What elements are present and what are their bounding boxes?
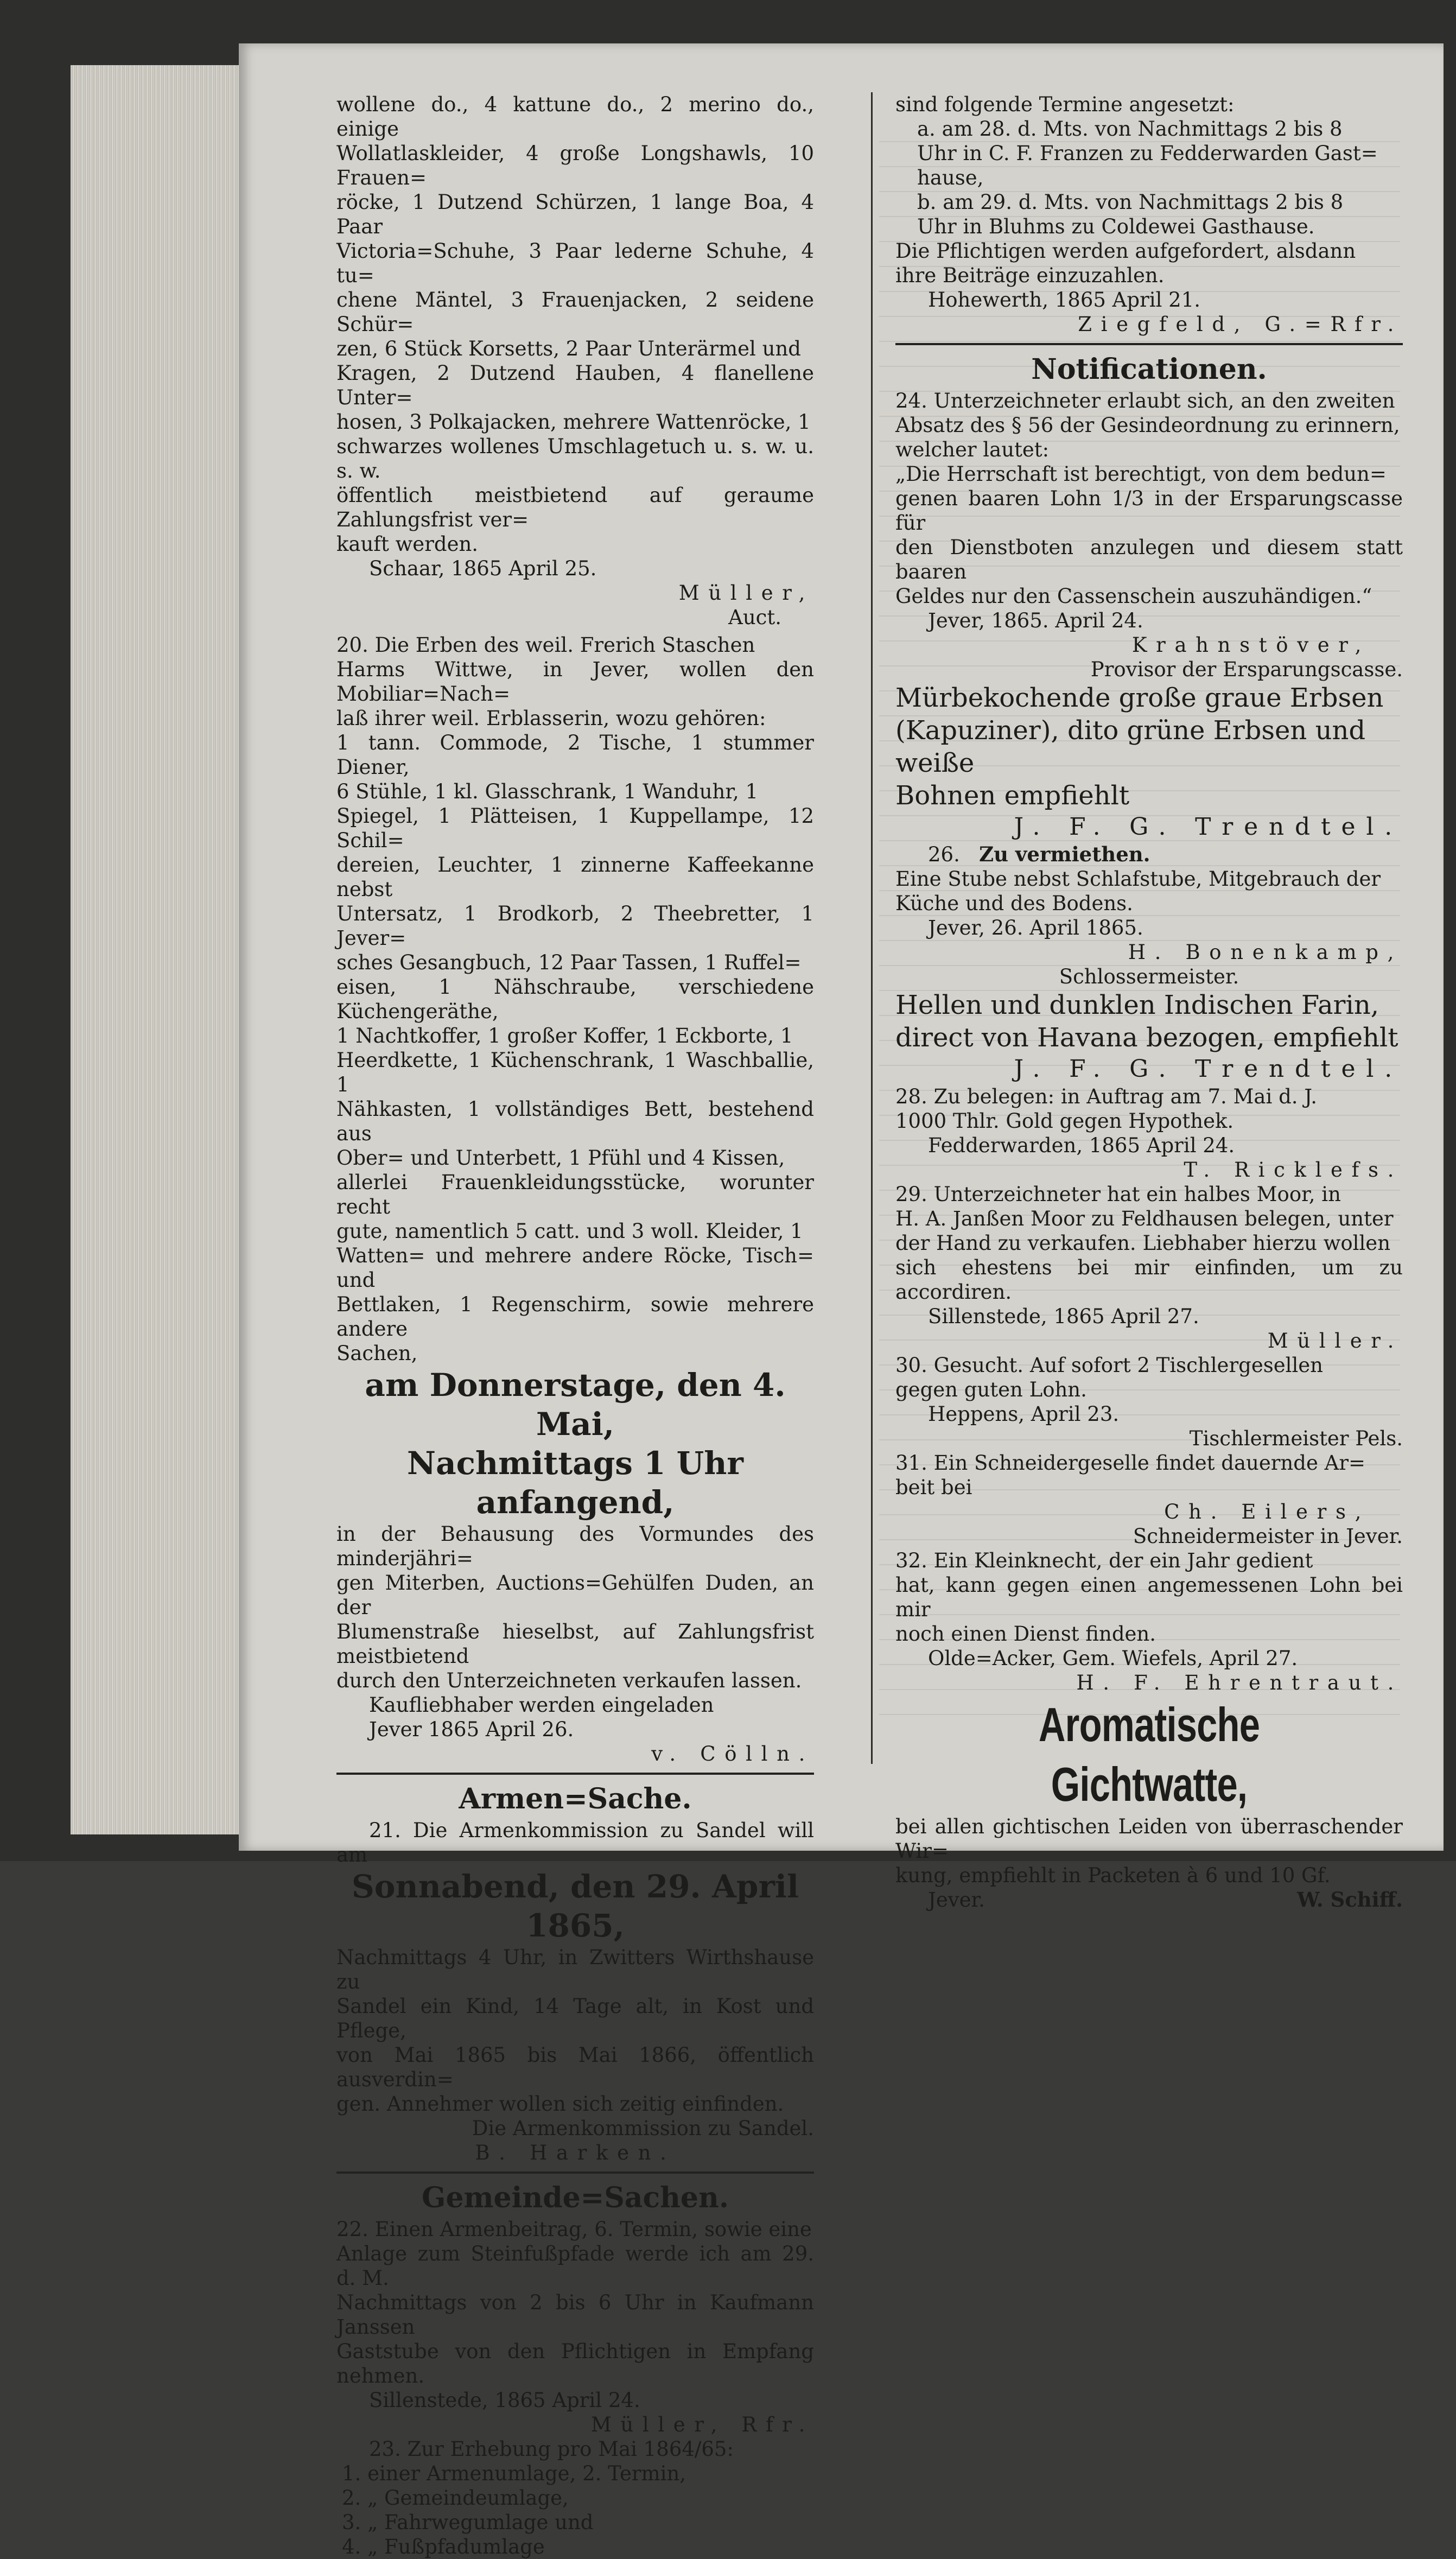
text-line: genen baaren Lohn 1/3 in der Ersparungscasse für [895, 487, 1403, 535]
notice-21-intro: 21. Die Armenkommission zu Sandel will am [336, 1819, 814, 1866]
place-date: Jever, 26. April 1865. [928, 916, 1143, 939]
text-line: ihre Beiträge einzuzahlen. [895, 264, 1165, 287]
text-line: 28. Zu belegen: in Auftrag am 7. Mai d. J. [895, 1085, 1318, 1108]
text-line: b. am 29. d. Mts. von Nachmittags 2 bis 8 [917, 191, 1344, 214]
notice-26-heading: Zu vermiethen. [979, 842, 1150, 866]
place-date: Fedderwarden, 1865 April 24. [928, 1134, 1235, 1157]
place-date: Jever 1865 April 26. [369, 1718, 574, 1741]
text-line: Mürbekochende große graue Erbsen [895, 683, 1384, 713]
text-line: Geldes nur den Cassenschein auszuhändigen.“ [895, 585, 1372, 608]
text-line: Watten= und mehrere andere Röcke, Tisch= und [336, 1244, 814, 1292]
section-heading-notificationen: Notificationen. [1031, 353, 1267, 386]
column-divider [871, 92, 873, 1764]
newspaper-page [239, 43, 1444, 2558]
text-line: 3. „ Fahrwegumlage und [342, 2511, 594, 2534]
place-date: Heppens, April 23. [928, 1402, 1120, 1426]
place-date: Sillenstede, 1865 April 27. [928, 1305, 1199, 1328]
text-line: 24. Unterzeichneter erlaubt sich, an den zweiten [895, 389, 1395, 412]
notice-27 [895, 989, 1403, 1054]
signature-title: Schneidermeister in Jever. [1133, 1525, 1403, 1548]
signature: T. Ricklefs. [1184, 1158, 1403, 1182]
signature: Ziegfeld, G.=Rfr. [1078, 313, 1403, 336]
book-page-edges [71, 65, 244, 1834]
text-line: 32. Ein Kleinknecht, der ein Jahr gedient [895, 1549, 1313, 1572]
signature: H. F. Ehrentraut. [1076, 1671, 1403, 1694]
text-line: (Kapuziner), dito grüne Erbsen und weiße [895, 715, 1366, 778]
notice-29 [895, 1182, 1403, 1304]
signature: J. F. G. Trendtel. [1014, 1055, 1403, 1083]
text-line: sches Gesangbuch, 12 Paar Tassen, 1 Ruffel= [336, 951, 802, 974]
text-line: hause, [917, 166, 984, 189]
signature: Ch. Eilers, [1164, 1500, 1370, 1523]
text-line: dereien, Leuchter, 1 zinnerne Kaffeekanne nebst [336, 853, 814, 901]
signature-title: Provisor der Ersparungscasse. [1090, 658, 1403, 681]
text-line: 22. Einen Armenbeitrag, 6. Termin, sowie eine [336, 2218, 812, 2241]
notice-31 [895, 1451, 1403, 1500]
text-line: Heerdkette, 1 Küchenschrank, 1 Waschballie, 1 [336, 1049, 814, 1096]
notice-21-date: Sonnabend, den 29. April 1865, [351, 1868, 799, 1944]
text-line: durch den Unterzeichneten verkaufen lassen. [336, 1669, 802, 1692]
text-line: Harms Wittwe, in Jever, wollen den Mobiliar=Nach= [336, 658, 814, 706]
signature-title: Schlossermeister. [1059, 965, 1239, 988]
notice-28 [895, 1084, 1403, 1133]
section-rule [336, 1773, 814, 1775]
notice-22 [336, 2217, 814, 2388]
text-line: sich ehestens bei mir einfinden, um zu accordiren. [895, 1256, 1403, 1304]
text-line: Gaststube von den Pflichtigen in Empfang nehmen. [336, 2340, 814, 2387]
text-line: schwarzes wollenes Umschlagetuch u. s. w. u. s. w. [336, 435, 814, 482]
text-line: Uhr in Bluhms zu Coldewei Gasthause. [917, 215, 1315, 238]
notice-20-time: Nachmittags 1 Uhr anfangend, [407, 1445, 743, 1521]
text-line: beit bei [895, 1476, 972, 1499]
advert-place: Jever. [928, 1888, 985, 1912]
text-line: in der Behausung des Vormundes des minderjähri= [336, 1522, 814, 1570]
signature: B. Harken. [475, 2141, 676, 2164]
signature: Krahnstöver, [1131, 633, 1370, 657]
text-line: a. am 28. d. Mts. von Nachmittags 2 bis 8 [917, 117, 1343, 141]
text-line: der Hand zu verkaufen. Liebhaber hierzu wollen [895, 1231, 1391, 1255]
text-line: „Die Herrschaft ist berechtigt, von dem bedun= [895, 462, 1387, 486]
text-line: H. A. Janßen Moor zu Feldhausen belegen, unter [895, 1207, 1394, 1230]
text-line: von Mai 1865 bis Mai 1866, öffentlich ausverdin= [336, 2043, 814, 2091]
text-line: Untersatz, 1 Brodkorb, 2 Theebretter, 1 Jever= [336, 902, 814, 950]
terms-body [895, 239, 1403, 288]
text-line: Kragen, 2 Dutzend Hauben, 4 flanellene Unter= [336, 361, 814, 409]
text-line: 6 Stühle, 1 kl. Glasschrank, 1 Wanduhr, 1 [336, 780, 759, 803]
advert-signature: W. Schiff. [1296, 1888, 1403, 1912]
signature: Die Armenkommission zu Sandel. [472, 2117, 814, 2140]
text-line: Küche und des Bodens. [895, 892, 1133, 915]
text-line: bei allen gichtischen Leiden von überraschender Wir= [895, 1815, 1403, 1863]
notice-32 [895, 1548, 1403, 1646]
text-line: welcher lautet: [895, 438, 1050, 461]
notice-26-number: 26. [928, 843, 960, 866]
text-line: allerlei Frauenkleidungsstücke, worunter recht [336, 1171, 814, 1218]
place-date: Schaar, 1865 April 25. [369, 557, 597, 580]
notice-23-intro: 23. Zur Erhebung pro Mai 1864/65: [369, 2437, 734, 2461]
notice-23-list [336, 2461, 814, 2559]
text-line: Eine Stube nebst Schlafstube, Mitgebrauch der [895, 867, 1381, 891]
text-line: Blumenstraße hieselbst, auf Zahlungsfrist meistbietend [336, 1620, 814, 1668]
text-line: kung, empfiehlt in Packeten à 6 und 10 Gf. [895, 1864, 1331, 1887]
text-line: Die Pflichtigen werden aufgefordert, alsdann [895, 239, 1356, 263]
text-line: 1000 Thlr. Gold gegen Hypothek. [895, 1109, 1234, 1133]
text-line: 4. „ Fußpfadumlage [342, 2535, 545, 2558]
place-date: Hohewerth, 1865 April 21. [928, 288, 1201, 312]
notice-20 [336, 633, 814, 1366]
text-line: Nachmittags von 2 bis 6 Uhr in Kaufmann Janssen [336, 2291, 814, 2339]
notice-20-body [336, 1522, 814, 1693]
text-line: Bettlaken, 1 Regenschirm, sowie mehrere andere [336, 1293, 814, 1341]
text-line: laß ihrer weil. Erblasserin, wozu gehören: [336, 707, 766, 730]
advert-heading: Aromatische Gichtwatte, [1038, 1698, 1260, 1811]
text-line: 31. Ein Schneidergeselle findet dauernde Ar= [895, 1451, 1366, 1475]
terms-intro: sind folgende Termine angesetzt: [895, 93, 1235, 116]
text-line: 29. Unterzeichneter hat ein halbes Moor, in [895, 1183, 1341, 1206]
text-line: chene Mäntel, 3 Frauenjacken, 2 seidene Schür= [336, 288, 814, 336]
text-line: wollene do., 4 kattune do., 2 merino do., einige [336, 93, 814, 141]
text-line: Nähkasten, 1 vollständiges Bett, bestehend aus [336, 1097, 814, 1145]
section-heading-armen: Armen=Sache. [459, 1782, 692, 1815]
text-line: röcke, 1 Dutzend Schürzen, 1 lange Boa, 4 Paar [336, 191, 814, 238]
text-line: Anlage zum Steinfußpfade werde ich am 29. d. M. [336, 2242, 814, 2290]
place-date: Sillenstede, 1865 April 24. [369, 2389, 640, 2412]
text-line: Bohnen empfiehlt [895, 780, 1130, 811]
signature: v. Cölln. [651, 1742, 814, 1766]
text-line: Uhr in C. F. Franzen zu Fedderwarden Gast= [917, 142, 1378, 165]
text-line: hat, kann gegen einen angemessenen Lohn bei mir [895, 1573, 1403, 1621]
signature: Tischlermeister Pels. [1189, 1427, 1403, 1450]
text-line: Sachen, [336, 1342, 418, 1365]
notice-21-body [336, 1945, 814, 2116]
text-line: direct von Havana bezogen, empfiehlt [895, 1023, 1398, 1053]
terms-list [895, 117, 1403, 239]
place-date: Jever, 1865. April 24. [928, 609, 1143, 632]
right-column [895, 92, 1403, 1912]
signature: J. F. G. Trendtel. [1014, 813, 1403, 841]
text-line: 30. Gesucht. Auf sofort 2 Tischlergesellen [895, 1354, 1324, 1377]
text-line: öffentlich meistbietend auf geraume Zahlungsfrist ver= [336, 484, 814, 531]
text-line: gegen guten Lohn. [895, 1378, 1087, 1401]
advert-body [895, 1814, 1403, 1888]
auction-item-list [336, 92, 814, 556]
section-heading-gemeinde: Gemeinde=Sachen. [422, 2181, 729, 2214]
text-line: eisen, 1 Nähschraube, verschiedene Küchengeräthe, [336, 975, 814, 1023]
text-line: zen, 6 Stück Korsetts, 2 Paar Unterärmel und [336, 337, 801, 360]
notice-26-body [895, 867, 1403, 916]
notice-30 [895, 1353, 1403, 1402]
text-line: Sandel ein Kind, 14 Tage alt, in Kost und Pflege, [336, 1995, 814, 2042]
signature-title: Auct. [728, 606, 781, 629]
text-line: Hellen und dunklen Indischen Farin, [895, 990, 1379, 1020]
text-line: den Dienstboten anzulegen und diesem statt baaren [895, 536, 1403, 583]
text-line: 1 tann. Commode, 2 Tische, 1 stummer Diener, [336, 731, 814, 779]
notice-25 [895, 682, 1403, 812]
text-line: Spiegel, 1 Plätteisen, 1 Kuppellampe, 12 Schil= [336, 804, 814, 852]
signature: Müller, Rfr. [590, 2413, 814, 2436]
section-rule [895, 343, 1403, 345]
section-rule [336, 2171, 814, 2174]
text-line: 1. einer Armenumlage, 2. Termin, [342, 2462, 686, 2485]
signature: H. Bonenkamp, [1128, 941, 1403, 964]
text-line: Absatz des § 56 der Gesindeordnung zu erinnern, [895, 414, 1400, 437]
text-line: noch einen Dienst finden. [895, 1622, 1156, 1646]
text-line: gen. Annehmer wollen sich zeitig einfinden. [336, 2092, 784, 2116]
text-line: Wollatlaskleider, 4 große Longshawls, 10 Frauen= [336, 142, 814, 189]
text-line: gute, namentlich 5 catt. und 3 woll. Kleider, 1 [336, 1220, 803, 1243]
place-date: Olde=Acker, Gem. Wiefels, April 27. [928, 1647, 1298, 1670]
text-line: 20. Die Erben des weil. Frerich Staschen [336, 633, 755, 657]
text-line: Victoria=Schuhe, 3 Paar lederne Schuhe, 4 tu= [336, 239, 814, 287]
text-line: Nachmittags 4 Uhr, in Zwitters Wirthshause zu [336, 1946, 814, 1993]
text-line: 1 Nachtkoffer, 1 großer Koffer, 1 Eckborte, 1 [336, 1024, 793, 1047]
notice-24 [895, 389, 1403, 608]
text-line: Ober= und Unterbett, 1 Pfühl und 4 Kissen, [336, 1146, 785, 1170]
notice-20-invite: Kaufliebhaber werden eingeladen [369, 1693, 714, 1717]
text-line: gen Miterben, Auctions=Gehülfen Duden, an der [336, 1571, 814, 1619]
notice-20-date: am Donnerstage, den 4. Mai, [365, 1367, 786, 1443]
text-line: kauft werden. [336, 532, 479, 556]
signature: Müller, [678, 581, 814, 605]
signature: Müller. [1267, 1329, 1403, 1352]
left-column [336, 92, 814, 2559]
text-line: hosen, 3 Polkajacken, mehrere Wattenröcke, 1 [336, 410, 811, 434]
text-line: 2. „ Gemeindeumlage, [342, 2486, 569, 2510]
